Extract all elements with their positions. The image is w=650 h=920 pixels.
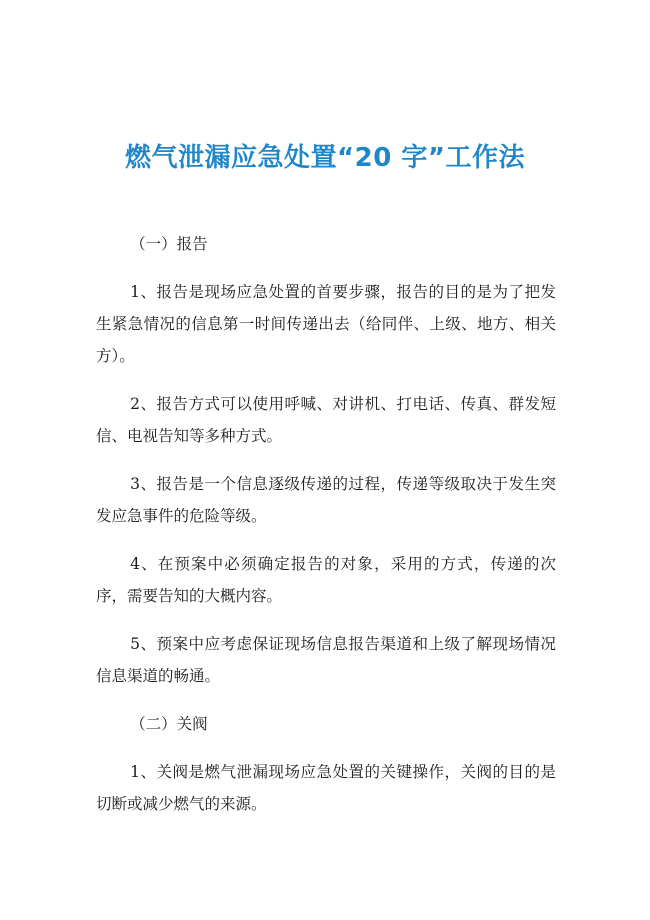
section-heading-report: （一）报告 (130, 235, 208, 253)
paragraph-report-3: 3、报告是一个信息逐级传递的过程，传递等级取决于发生突发应急事件的危险等级。 (96, 475, 556, 525)
paragraph-report-4: 4、在预案中必须确定报告的对象，采用的方式，传递的次序，需要告知的大概内容。 (96, 555, 556, 605)
document-title: 燃气泄漏应急处置“20 字”工作法 (125, 143, 525, 173)
paragraph-report-1: 1、报告是现场应急处置的首要步骤，报告的目的是为了把发生紧急情况的信息第一时间传递出去（给同伴、上级、地方、相关方）。 (96, 283, 556, 365)
document-body (96, 228, 556, 836)
section-heading-close-valve: （二）关阀 (130, 715, 208, 733)
paragraph-report-5: 5、预案中应考虑保证现场信息报告渠道和上级了解现场情况信息渠道的畅通。 (96, 635, 556, 685)
paragraph-close-valve-1: 1、关阀是燃气泄漏现场应急处置的关键操作，关阀的目的是切断或减少燃气的来源。 (96, 763, 556, 813)
paragraph-report-2: 2、报告方式可以使用呼喊、对讲机、打电话、传真、群发短信、电视告知等多种方式。 (96, 395, 556, 445)
